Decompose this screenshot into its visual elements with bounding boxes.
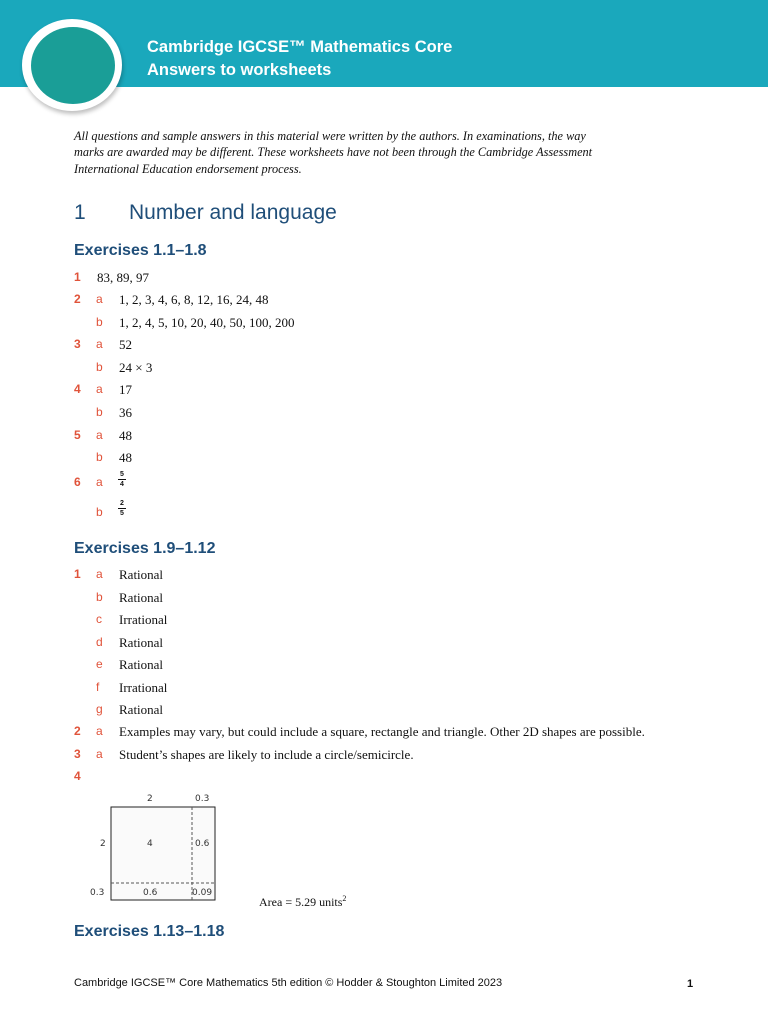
- question-number: 3: [74, 337, 81, 351]
- question-number: 5: [74, 428, 81, 442]
- title-line-2: Answers to worksheets: [147, 61, 332, 79]
- document-title: [147, 36, 452, 82]
- question-number: 4: [74, 769, 81, 783]
- area-exponent: 2: [342, 894, 347, 903]
- area-result: [259, 894, 346, 910]
- part-label: b: [96, 360, 103, 374]
- disclaimer-line-1: All questions and sample answers in this material were written by the authors. In examinations, the way: [74, 129, 586, 143]
- fraction: [118, 500, 126, 517]
- part-label: b: [96, 505, 103, 519]
- logo-badge-circle: [31, 27, 115, 104]
- top-label-2: 2: [147, 794, 153, 804]
- fraction-numerator: 5: [120, 471, 124, 478]
- part-label: b: [96, 590, 103, 604]
- answer-text: 83, 89, 97: [97, 270, 149, 285]
- question-number: 2: [74, 724, 81, 738]
- part-label: b: [96, 450, 103, 464]
- answer-text: 24 × 3: [119, 360, 153, 375]
- disclaimer-line-2: marks are awarded may be different. These worksheets have not been through the Cambridge Assessment: [74, 145, 593, 160]
- answer-text: Rational: [119, 567, 164, 582]
- chapter-title: Number and language: [129, 201, 337, 224]
- cell-0-6-right: 0.6: [195, 839, 210, 849]
- area-model-diagram: [86, 790, 236, 910]
- question-number: 3: [74, 747, 81, 761]
- question-number: 4: [74, 382, 81, 396]
- fraction-denominator: 4: [120, 481, 124, 488]
- part-label: b: [96, 405, 103, 419]
- part-label: a: [96, 747, 103, 761]
- area-grid: [86, 790, 236, 910]
- fraction-bar: [118, 508, 126, 509]
- part-label: a: [96, 475, 103, 489]
- top-label-0-3: 0.3: [195, 794, 210, 804]
- question-number: 1: [74, 567, 81, 581]
- fraction: [118, 471, 126, 488]
- part-label: a: [96, 337, 103, 351]
- answer-text: Rational: [119, 635, 164, 650]
- section-heading: Exercises 1.1–1.8: [74, 242, 207, 259]
- part-label: a: [96, 567, 103, 581]
- answer-text: 36: [119, 405, 132, 420]
- answer-text: Rational: [119, 702, 164, 717]
- fraction-numerator: 2: [120, 500, 124, 507]
- answer-text: Student’s shapes are likely to include a circle/semicircle.: [119, 747, 414, 762]
- fraction-bar: [118, 479, 126, 480]
- part-label: a: [96, 292, 103, 306]
- part-label: a: [96, 382, 103, 396]
- answer-text: Irrational: [119, 680, 168, 695]
- answer-text: Irrational: [119, 612, 168, 627]
- question-number: 2: [74, 292, 81, 306]
- section-heading: Exercises 1.9–1.12: [74, 540, 216, 557]
- part-label: c: [96, 612, 102, 626]
- part-label: b: [96, 315, 103, 329]
- area-text: Area = 5.29 units: [259, 895, 343, 909]
- answer-text: 52: [119, 337, 132, 352]
- chapter-heading: [74, 201, 337, 225]
- part-label: a: [96, 428, 103, 442]
- answer-text: Rational: [119, 657, 164, 672]
- side-label-2: 2: [100, 839, 106, 849]
- footer-copyright: Cambridge IGCSE™ Core Mathematics 5th edition © Hodder & Stoughton Limited 2023: [74, 977, 503, 989]
- title-line-1: Cambridge IGCSE™ Mathematics Core: [147, 38, 453, 56]
- disclaimer: [74, 128, 714, 177]
- answer-text: 48: [119, 450, 132, 465]
- chapter-number: 1: [74, 201, 86, 224]
- answer-text: 1, 2, 3, 4, 6, 8, 12, 16, 24, 48: [119, 292, 269, 307]
- part-label: g: [96, 702, 103, 716]
- answer-text: 48: [119, 428, 132, 443]
- part-label: e: [96, 657, 103, 671]
- cell-4: 4: [147, 839, 153, 849]
- cell-0-6-bottom: 0.6: [143, 888, 158, 898]
- side-label-0-3: 0.3: [90, 888, 105, 898]
- part-label: a: [96, 724, 103, 738]
- question-number: 1: [74, 270, 81, 284]
- section-heading: Exercises 1.13–1.18: [74, 923, 225, 940]
- answer-text: Examples may vary, but could include a square, rectangle and triangle. Other 2D shapes are possible.: [119, 724, 645, 739]
- answer-text: 17: [119, 382, 132, 397]
- part-label: d: [96, 635, 103, 649]
- question-number: 6: [74, 475, 81, 489]
- answer-text: Rational: [119, 590, 164, 605]
- part-label: f: [96, 680, 100, 694]
- disclaimer-line-3: International Education endorsement process.: [74, 161, 302, 176]
- page-number: 1: [687, 978, 694, 990]
- cell-0-09: 0.09: [192, 888, 213, 898]
- answer-text: 1, 2, 4, 5, 10, 20, 40, 50, 100, 200: [119, 315, 295, 330]
- fraction-denominator: 5: [120, 510, 124, 517]
